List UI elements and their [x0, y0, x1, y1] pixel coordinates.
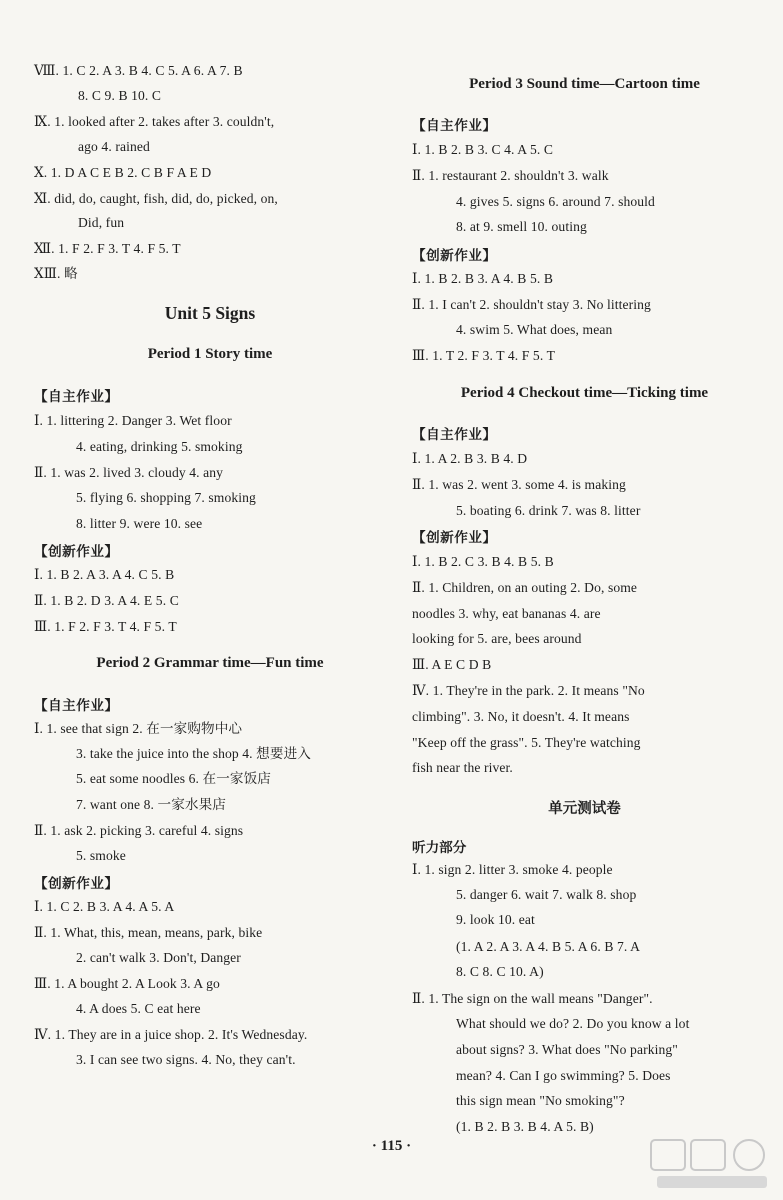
answer-line: Ⅰ. 1. B 2. A 3. A 4. C 5. B — [34, 567, 175, 582]
answer-line: Ⅰ. 1. B 2. B 3. C 4. A 5. C — [412, 142, 554, 157]
answer-line: Ⅰ. 1. B 2. B 3. A 4. B 5. B — [412, 271, 554, 286]
section-tag: 【创新作业】 — [34, 544, 119, 560]
answer-line: "Keep off the grass". 5. They're watching — [412, 735, 641, 750]
answer-line: ago 4. rained — [78, 139, 150, 154]
answer-line: Ⅲ. A E C D B — [412, 657, 492, 672]
period-title: Period 2 Grammar time—Fun time — [96, 655, 324, 671]
answer-line: about signs? 3. What does "No parking" — [456, 1042, 678, 1057]
answer-line: climbing". 3. No, it doesn't. 4. It means — [412, 709, 630, 724]
answer-line: Ⅹ. 1. D A C E B 2. C B F A E D — [34, 165, 212, 180]
answer-line: Ⅰ. 1. B 2. C 3. B 4. B 5. B — [412, 554, 554, 569]
period-title: Period 4 Checkout time—Ticking time — [460, 385, 709, 401]
section-tag: 【创新作业】 — [34, 876, 119, 892]
answer-line: 5. flying 6. shopping 7. smoking — [76, 490, 256, 505]
answer-line: 3. I can see two signs. 4. No, they can't. — [76, 1052, 296, 1067]
test-title: 单元测试卷 — [548, 801, 621, 817]
answer-line: 5. eat some noodles 6. 在一家饭店 — [76, 771, 271, 786]
watermark-logo-icon — [647, 1136, 777, 1194]
answer-line: 3. take the juice into the shop 4. 想要进入 — [76, 746, 311, 761]
section-tag: 【自主作业】 — [34, 389, 119, 405]
answer-line: Ⅰ. 1. see that sign 2. 在一家购物中心 — [34, 721, 243, 736]
answer-line: 8. C 9. B 10. C — [78, 88, 162, 103]
answer-line: Ⅱ. 1. Children, on an outing 2. Do, some — [412, 580, 638, 595]
answer-line: 8. C 8. C 10. A) — [456, 964, 544, 979]
answer-line: Ⅲ. 1. A bought 2. A Look 3. A go — [34, 976, 220, 991]
section-tag: 听力部分 — [412, 840, 467, 856]
answer-line: mean? 4. Can I go swimming? 5. Does — [456, 1068, 671, 1083]
answer-line: 4. A does 5. C eat here — [76, 1001, 201, 1016]
answer-line: Ⅲ. 1. T 2. F 3. T 4. F 5. T — [412, 348, 555, 363]
answer-line: 4. gives 5. signs 6. around 7. should — [456, 194, 655, 209]
answer-line: Ⅸ. 1. looked after 2. takes after 3. couldn't, — [34, 114, 275, 129]
period-title: Period 3 Sound time—Cartoon time — [469, 76, 700, 92]
period-title: Period 1 Story time — [147, 346, 273, 362]
answer-line: fish near the river. — [412, 760, 513, 775]
answer-line: Ⅻ. 1. F 2. F 3. T 4. F 5. T — [34, 241, 181, 256]
answer-line: 5. danger 6. wait 7. walk 8. shop — [456, 887, 637, 902]
answer-line: Ⅰ. 1. sign 2. litter 3. smoke 4. people — [412, 862, 613, 877]
answer-line: 7. want one 8. 一家水果店 — [76, 797, 227, 812]
answer-line: (1. B 2. B 3. B 4. A 5. B) — [456, 1119, 594, 1134]
section-tag: 【自主作业】 — [412, 118, 497, 134]
unit-title: Unit 5 Signs — [164, 303, 256, 323]
page-number: · 115 · — [371, 1138, 412, 1154]
answer-line: 9. look 10. eat — [456, 912, 535, 927]
answer-line: Ⅱ. 1. was 2. went 3. some 4. is making — [412, 477, 626, 492]
answer-line: Ⅱ. 1. I can't 2. shouldn't stay 3. No littering — [412, 297, 651, 312]
answer-line: Ⅱ. 1. What, this, mean, means, park, bike — [34, 925, 263, 940]
section-tag: 【创新作业】 — [412, 530, 497, 546]
answer-line: 5. smoke — [76, 848, 126, 863]
answer-line: Ⅱ. 1. was 2. lived 3. cloudy 4. any — [34, 465, 224, 480]
answer-line: Ⅰ. 1. C 2. B 3. A 4. A 5. A — [34, 899, 175, 914]
answer-line: (1. A 2. A 3. A 4. B 5. A 6. B 7. A — [456, 939, 641, 954]
answer-line: Did, fun — [78, 215, 125, 230]
section-tag: 【自主作业】 — [34, 698, 119, 714]
answer-line: this sign mean "No smoking"? — [456, 1093, 625, 1108]
answer-line: ⅩⅢ. 略 — [34, 266, 78, 281]
answer-line: noodles 3. why, eat bananas 4. are — [412, 606, 601, 621]
answer-line: 8. litter 9. were 10. see — [76, 516, 203, 531]
answer-line: looking for 5. are, bees around — [412, 631, 582, 646]
answer-line: Ⅱ. 1. restaurant 2. shouldn't 3. walk — [412, 168, 609, 183]
answer-line: 2. can't walk 3. Don't, Danger — [76, 950, 241, 965]
answer-line: 8. at 9. smell 10. outing — [456, 219, 587, 234]
answer-line: Ⅷ. 1. C 2. A 3. B 4. C 5. A 6. A 7. B — [34, 63, 243, 78]
answer-line: Ⅱ. 1. B 2. D 3. A 4. E 5. C — [34, 593, 179, 608]
section-tag: 【自主作业】 — [412, 427, 497, 443]
answer-line: Ⅱ. 1. The sign on the wall means "Danger". — [412, 991, 653, 1006]
answer-line: What should we do? 2. Do you know a lot — [456, 1016, 690, 1031]
section-tag: 【创新作业】 — [412, 248, 497, 264]
answer-line: 5. boating 6. drink 7. was 8. litter — [456, 503, 641, 518]
answer-line: Ⅰ. 1. littering 2. Danger 3. Wet floor — [34, 413, 232, 428]
answer-line: Ⅲ. 1. F 2. F 3. T 4. F 5. T — [34, 619, 177, 634]
answer-line: Ⅳ. 1. They are in a juice shop. 2. It's Wednesday. — [34, 1027, 308, 1042]
answer-line: Ⅳ. 1. They're in the park. 2. It means "No — [412, 683, 645, 698]
answer-line: Ⅺ. did, do, caught, fish, did, do, picked, on, — [34, 191, 278, 206]
answer-line: Ⅱ. 1. ask 2. picking 3. careful 4. signs — [34, 823, 244, 838]
answer-line: 4. swim 5. What does, mean — [456, 322, 613, 337]
answer-line: Ⅰ. 1. A 2. B 3. B 4. D — [412, 451, 528, 466]
answer-line: 4. eating, drinking 5. smoking — [76, 439, 243, 454]
